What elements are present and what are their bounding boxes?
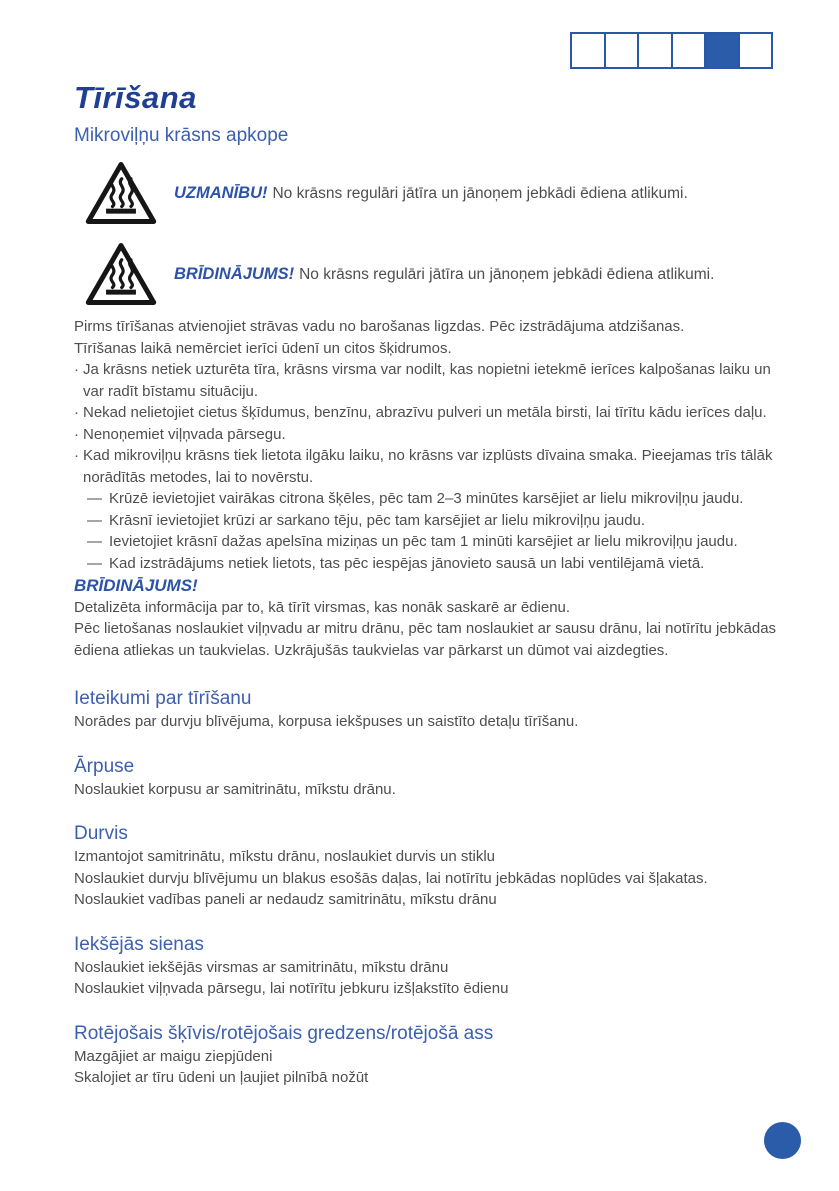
warning-text — [174, 264, 714, 285]
list-item-text: Kad mikroviļņu krāsns tiek lietota ilgāku laiku, no krāsns var izplūsts dīvaina smaka. Pieejamas trīs tālāk norādītās metodes, lai to novērstu. — [83, 447, 773, 486]
section-interior-walls — [74, 933, 777, 1000]
list-item-text: Nenoņemiet viļņvada pārsegu. — [83, 425, 286, 443]
page-subtitle: Mikroviļņu krāsns apkope — [74, 125, 289, 146]
hot-surface-warning-icon — [84, 240, 158, 308]
warning-block-heading: BRĪDINĀJUMS! — [74, 576, 198, 595]
list-item-text: Ja krāsns netiek uzturēta tīra, krāsns virsma var nodilt, kas nopietni ietekmē ierīces kalpošanas laiku un var radīt bīstamu situāciju. — [83, 361, 771, 400]
list-item — [74, 402, 777, 424]
list-item — [87, 531, 777, 553]
list-item — [87, 553, 777, 575]
warning-row — [74, 239, 777, 309]
warning-message: No krāsns regulāri jātīra un jānoņem jebkādi ēdiena atlikumi. — [299, 265, 715, 283]
section-heading: Iekšējās sienas — [74, 933, 204, 955]
section-line: Noslaukiet viļņvada pārsegu, lai notīrītu jebkuru izšļakstīto ēdienu — [74, 980, 509, 997]
warning-block-line: Detalizēta informācija par to, kā tīrīt virsmas, kas nonāk saskarē ar ēdienu. — [74, 598, 571, 616]
section-heading: Ārpuse — [74, 755, 135, 777]
warning-label: BRĪDINĀJUMS! — [174, 264, 295, 283]
section-heading: Rotējošais šķīvis/rotējošais gredzens/rotējošā ass — [74, 1022, 494, 1044]
pagination — [570, 32, 773, 69]
pagination-cell — [572, 34, 606, 67]
section-exterior — [74, 755, 777, 801]
list-item — [87, 510, 777, 532]
caution-message: No krāsns regulāri jātīra un jānoņem jebkādi ēdiena atlikumi. — [272, 184, 688, 202]
list-item-text: Ievietojiet krāsnī dažas apelsīna miziņas un pēc tam 1 minūti karsējiet ar lielu mikroviļņu jaudu. — [109, 533, 738, 550]
section-line: Izmantojot samitrinātu, mīkstu drānu, noslaukiet durvis un stiklu — [74, 848, 496, 865]
pagination-cell-active — [706, 34, 740, 67]
section-door — [74, 822, 777, 911]
dash-marker: — — [87, 554, 102, 572]
list-item-text: Krūzē ievietojiet vairākas citrona šķēles, pēc tam 2–3 minūtes karsējiet ar lielu mikroviļņu jaudu. — [109, 490, 744, 507]
section-line: Noslaukiet iekšējās virsmas ar samitrinātu, mīkstu drānu — [74, 958, 449, 976]
pagination-cell — [606, 34, 640, 67]
pagination-cell — [639, 34, 673, 67]
page-title: Tīrīšana — [74, 80, 197, 115]
warning-block-paragraph: Pēc lietošanas noslaukiet viļņvadu ar mitru drānu, pēc tam noslaukiet ar sausu drānu, lai notīrītu jebkādas ēdiena atliekas un taukvielas. Uzkrājušās taukvielas var pārkarst un dūmot vai aizdegties. — [74, 620, 777, 659]
caution-text — [174, 183, 688, 204]
bullet-marker: · — [74, 361, 79, 378]
section-line: Noslaukiet korpusu ar samitrinātu, mīkstu drānu. — [74, 780, 396, 798]
list-item-text: Kad izstrādājums netiek lietots, tas pēc iespējas jānovieto sausā un labi ventilējamā vietā. — [109, 554, 705, 572]
list-item — [74, 424, 777, 446]
list-item-text: Nekad nelietojiet cietus šķīdumus, benzīnu, abrazīvu pulveri un metāla birsti, lai tīrītu kādu ierīces daļu. — [83, 404, 767, 421]
bullet-marker: · — [74, 404, 79, 421]
intro-line: Pirms tīrīšanas atvienojiet strāvas vadu no barošanas ligzdas. Pēc izstrādājuma atdzišanas. — [74, 318, 685, 335]
intro-paragraph — [74, 316, 777, 359]
list-item — [74, 359, 777, 402]
list-item — [87, 488, 777, 510]
dash-marker: — — [87, 490, 102, 507]
warning-block — [74, 575, 777, 661]
section-line: Norādes par durvju blīvējuma, korpusa iekšpuses un saistīto detaļu tīrīšanu. — [74, 713, 579, 730]
page-corner-marker — [764, 1122, 801, 1159]
section-line: Noslaukiet vadības paneli ar nedaudz samitrinātu, mīkstu drānu — [74, 891, 497, 908]
section-line: Noslaukiet durvju blīvējumu un blakus esošās daļas, lai notīrītu jebkādas noplūdes vai šļakatas. — [74, 869, 708, 887]
section-turntable — [74, 1022, 777, 1089]
hot-surface-warning-icon — [84, 159, 158, 227]
section-cleaning-tips — [74, 687, 777, 733]
page-content — [74, 80, 777, 1089]
pagination-cell — [740, 34, 772, 67]
caution-label: UZMANĪBU! — [174, 183, 268, 202]
dash-marker: — — [87, 511, 102, 529]
intro-line: Tīrīšanas laikā nemērciet ierīci ūdenī un citos šķidrumos. — [74, 339, 452, 357]
bullet-marker: · — [74, 447, 79, 464]
caution-row — [74, 158, 777, 228]
section-line: Skalojiet ar tīru ūdeni un ļaujiet pilnībā nožūt — [74, 1069, 369, 1086]
pagination-cell — [673, 34, 707, 67]
section-heading: Ieteikumi par tīrīšanu — [74, 688, 252, 709]
dash-list — [74, 488, 777, 574]
list-item-text: Krāsnī ievietojiet krūzi ar sarkano tēju, pēc tam karsējiet ar lielu mikroviļņu jaudu. — [109, 511, 646, 529]
bullet-list — [74, 359, 777, 574]
section-line: Mazgājiet ar maigu ziepjūdeni — [74, 1047, 273, 1065]
bullet-marker: · — [74, 425, 79, 443]
dash-marker: — — [87, 533, 102, 550]
list-item — [74, 445, 777, 488]
section-heading: Durvis — [74, 823, 128, 844]
